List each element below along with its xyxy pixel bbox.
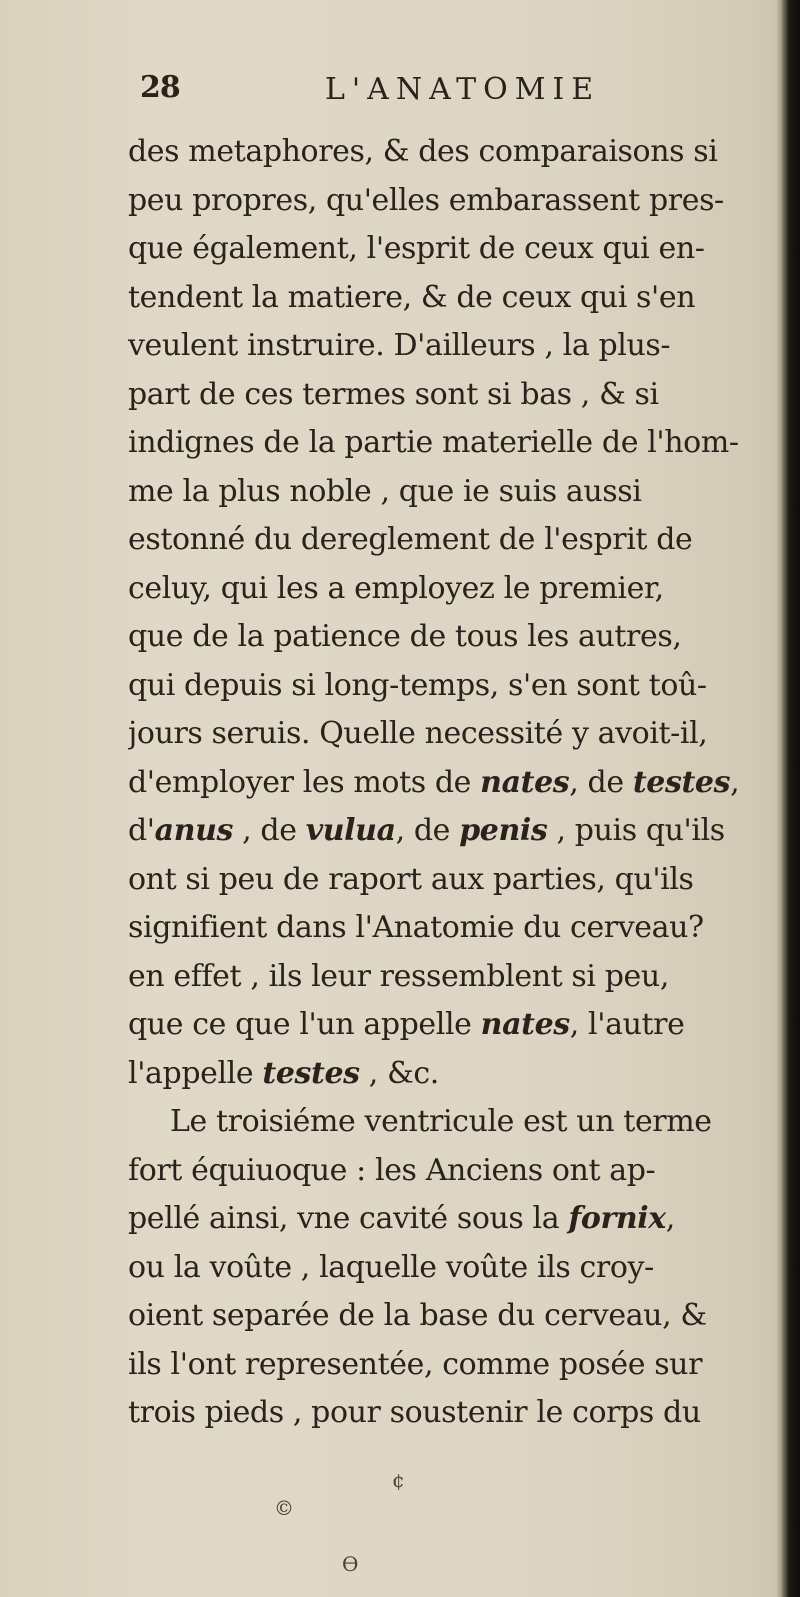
- text-line: [128, 1050, 778, 1099]
- text-line: [128, 1292, 778, 1341]
- text-line: [128, 225, 778, 274]
- text-segment: ,: [730, 764, 740, 800]
- footer-mark-2: ©: [274, 1496, 294, 1520]
- text-segment: celuy, qui les a employez le premier,: [128, 570, 664, 606]
- text-line: [128, 274, 778, 323]
- italic-term: testes: [262, 1055, 360, 1091]
- page-number: 28: [140, 70, 180, 105]
- text-line: [128, 565, 778, 614]
- text-line: [128, 1098, 778, 1147]
- text-line: [128, 322, 778, 371]
- italic-term: nates: [480, 1007, 570, 1042]
- text-segment: , puis qu'ils: [547, 813, 725, 848]
- text-segment: , de: [395, 813, 460, 848]
- text-line: [128, 1244, 778, 1293]
- italic-term: anus: [154, 813, 234, 848]
- text-line: [128, 177, 778, 226]
- text-segment: que ce que l'un appelle: [128, 1007, 481, 1042]
- text-line: [128, 128, 778, 177]
- text-line: [128, 807, 778, 856]
- text-segment: peu propres, qu'elles embarassent pres-: [128, 182, 724, 218]
- text-segment: ont si peu de raport aux parties, qu'ils: [128, 861, 694, 897]
- book-gutter: [782, 0, 800, 1597]
- text-line: [128, 468, 778, 517]
- text-segment: pellé ainsi, vne cavité sous la: [128, 1201, 569, 1236]
- text-line: [128, 613, 778, 662]
- text-segment: , de: [569, 764, 633, 800]
- text-segment: signifient dans l'Anatomie du cerveau?: [128, 910, 704, 945]
- italic-term: vulua: [305, 813, 396, 848]
- text-segment: , de: [233, 813, 306, 848]
- text-segment: part de ces termes sont si bas , & si: [128, 376, 659, 412]
- text-line: [128, 1001, 778, 1050]
- text-segment: , l'autre: [569, 1007, 685, 1042]
- italic-term: penis: [459, 813, 548, 848]
- text-segment: des metaphores, & des comparaisons si: [128, 134, 718, 169]
- text-line: [128, 759, 778, 808]
- text-segment: en effet , ils leur ressemblent si peu,: [128, 958, 669, 994]
- text-segment: ou la voûte , laquelle voûte ils croy-: [128, 1249, 654, 1285]
- text-segment: jours seruis. Quelle necessité y avoit-il,: [128, 716, 708, 751]
- text-segment: , &c.: [359, 1055, 439, 1091]
- italic-term: testes: [632, 764, 731, 800]
- text-line: [128, 1389, 778, 1438]
- text-line: [128, 662, 778, 711]
- text-segment: Le troisiéme ventricule est un terme: [170, 1104, 712, 1139]
- text-segment: ,: [665, 1201, 675, 1236]
- text-segment: que également, l'esprit de ceux qui en-: [128, 231, 705, 266]
- text-segment: ils l'ont representée, comme posée sur: [128, 1346, 703, 1382]
- text-line: [128, 371, 778, 420]
- text-line: [128, 856, 778, 905]
- body-text: [128, 128, 778, 1438]
- text-line: [128, 904, 778, 953]
- text-segment: l'appelle: [128, 1055, 263, 1091]
- text-segment: que de la patience de tous les autres,: [128, 619, 682, 654]
- running-title: L'ANATOMIE: [325, 72, 601, 107]
- footer-mark-1: ¢: [392, 1468, 405, 1492]
- text-segment: fort équiuoque : les Anciens ont ap-: [128, 1152, 656, 1188]
- italic-term: nates: [480, 764, 570, 800]
- text-line: [128, 1341, 778, 1390]
- text-segment: tendent la matiere, & de ceux qui s'en: [128, 279, 696, 315]
- text-segment: d'employer les mots de: [128, 764, 481, 800]
- text-segment: indignes de la partie materielle de l'hom-: [128, 425, 739, 460]
- text-segment: oient separée de la base du cerveau, &: [128, 1298, 707, 1333]
- italic-term: fornix: [568, 1201, 666, 1236]
- text-line: [128, 419, 778, 468]
- text-line: [128, 1195, 778, 1244]
- text-segment: qui depuis si long-temps, s'en sont toû-: [128, 667, 707, 703]
- text-segment: me la plus noble , que ie suis aussi: [128, 473, 642, 509]
- text-line: [128, 516, 778, 565]
- text-segment: estonné du dereglement de l'esprit de: [128, 522, 693, 557]
- text-segment: veulent instruire. D'ailleurs , la plus-: [128, 328, 671, 363]
- page-header: [140, 68, 660, 112]
- text-line: [128, 710, 778, 759]
- text-segment: d': [128, 813, 155, 848]
- text-segment: trois pieds , pour soustenir le corps du: [128, 1395, 701, 1430]
- footer-mark-3: ϴ: [342, 1552, 359, 1576]
- text-line: [128, 953, 778, 1002]
- text-line: [128, 1147, 778, 1196]
